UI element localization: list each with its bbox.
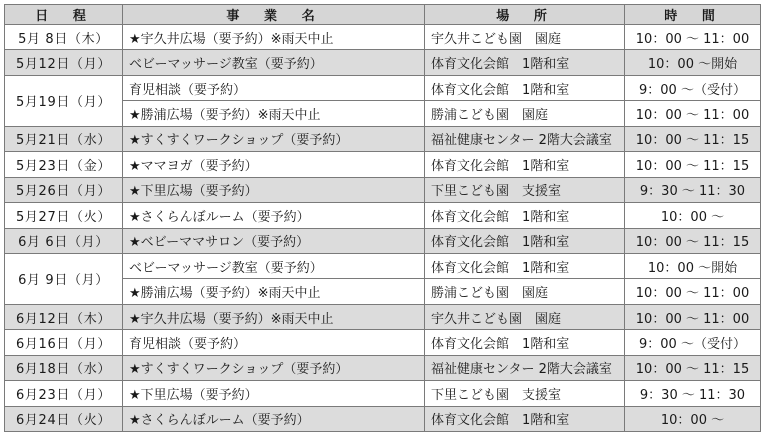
row-event: ★宇久井広場（要予約）※雨天中止 xyxy=(123,304,425,329)
row-place: 下里こども園 支援室 xyxy=(425,381,625,406)
row-time: 10：00 ～ 11：15 xyxy=(625,228,761,253)
row-event: ★勝浦広場（要予約）※雨天中止 xyxy=(123,279,425,304)
row-time: 10：00 ～ 11：00 xyxy=(625,101,761,126)
row-date: 6月18日（水） xyxy=(5,355,123,380)
row-place: 勝浦こども園 園庭 xyxy=(425,279,625,304)
row-time: 10：00 ～ 11：00 xyxy=(625,304,761,329)
row-date: 6月 6日（月） xyxy=(5,228,123,253)
row-time: 10：00 ～ xyxy=(625,406,761,431)
row-time: 10：00 ～ 11：15 xyxy=(625,152,761,177)
header-date: 日 程 xyxy=(5,5,123,25)
row-date: 6月12日（木） xyxy=(5,304,123,329)
row-place: 体育文化会館 1階和室 xyxy=(425,50,625,75)
row-time: 10：00 ～開始 xyxy=(625,50,761,75)
row-place: 福祉健康センター 2階大会議室 xyxy=(425,355,625,380)
table-row xyxy=(5,152,761,177)
row-event: ★すくすくワークショップ（要予約） xyxy=(123,126,425,151)
header-event-name: 事 業 名 xyxy=(123,5,425,25)
row-event: ★勝浦広場（要予約）※雨天中止 xyxy=(123,101,425,126)
row-time: 10：00 ～ 11：15 xyxy=(625,126,761,151)
table-row xyxy=(5,330,761,355)
row-date: 5月19日（月） xyxy=(5,75,123,126)
table-row xyxy=(5,177,761,202)
row-event: ★下里広場（要予約） xyxy=(123,177,425,202)
table-row xyxy=(5,75,761,100)
table-header-row xyxy=(5,5,761,25)
row-date: 6月23日（月） xyxy=(5,381,123,406)
row-date: 5月23日（金） xyxy=(5,152,123,177)
row-place: 体育文化会館 1階和室 xyxy=(425,75,625,100)
header-place: 場 所 xyxy=(425,5,625,25)
row-event: ★宇久井広場（要予約）※雨天中止 xyxy=(123,25,425,50)
table-row xyxy=(5,253,761,278)
row-event: ★下里広場（要予約） xyxy=(123,381,425,406)
table-row xyxy=(5,228,761,253)
row-time: 10：00 ～ 11：00 xyxy=(625,25,761,50)
row-time: 10：00 ～開始 xyxy=(625,253,761,278)
row-place: 勝浦こども園 園庭 xyxy=(425,101,625,126)
row-date: 6月24日（火） xyxy=(5,406,123,431)
row-event: 育児相談（要予約） xyxy=(123,75,425,100)
row-event: ★ベビーママサロン（要予約） xyxy=(123,228,425,253)
row-event: ★さくらんぼルーム（要予約） xyxy=(123,406,425,431)
row-place: 下里こども園 支援室 xyxy=(425,177,625,202)
row-date: 5月12日（月） xyxy=(5,50,123,75)
row-place: 体育文化会館 1階和室 xyxy=(425,253,625,278)
schedule-table xyxy=(4,4,761,432)
row-date: 5月27日（火） xyxy=(5,203,123,228)
row-place: 体育文化会館 1階和室 xyxy=(425,406,625,431)
row-event: ★ママヨガ（要予約） xyxy=(123,152,425,177)
row-time: 9：00 ～（受付） xyxy=(625,330,761,355)
row-place: 体育文化会館 1階和室 xyxy=(425,228,625,253)
table-row xyxy=(5,50,761,75)
table-row xyxy=(5,406,761,431)
row-event: ベビーマッサージ教室（要予約） xyxy=(123,253,425,278)
row-place: 宇久井こども園 園庭 xyxy=(425,304,625,329)
row-event: ★さくらんぼルーム（要予約） xyxy=(123,203,425,228)
row-time: 9：30 ～ 11：30 xyxy=(625,381,761,406)
table-row xyxy=(5,304,761,329)
row-event: 育児相談（要予約） xyxy=(123,330,425,355)
table-row xyxy=(5,25,761,50)
row-place: 体育文化会館 1階和室 xyxy=(425,330,625,355)
row-date: 5月21日（水） xyxy=(5,126,123,151)
row-time: 10：00 ～ 11：15 xyxy=(625,355,761,380)
row-time: 9：00 ～（受付） xyxy=(625,75,761,100)
row-time: 10：00 ～ xyxy=(625,203,761,228)
row-place: 福祉健康センター 2階大会議室 xyxy=(425,126,625,151)
row-time: 9：30 ～ 11：30 xyxy=(625,177,761,202)
header-time: 時 間 xyxy=(625,5,761,25)
table-row xyxy=(5,381,761,406)
table-row xyxy=(5,126,761,151)
table-row xyxy=(5,203,761,228)
row-place: 宇久井こども園 園庭 xyxy=(425,25,625,50)
row-event: ベビーマッサージ教室（要予約） xyxy=(123,50,425,75)
row-date: 5月 8日（木） xyxy=(5,25,123,50)
row-place: 体育文化会館 1階和室 xyxy=(425,203,625,228)
row-date: 5月26日（月） xyxy=(5,177,123,202)
row-date: 6月16日（月） xyxy=(5,330,123,355)
row-date: 6月 9日（月） xyxy=(5,253,123,304)
row-event: ★すくすくワークショップ（要予約） xyxy=(123,355,425,380)
table-row xyxy=(5,355,761,380)
row-time: 10：00 ～ 11：00 xyxy=(625,279,761,304)
row-place: 体育文化会館 1階和室 xyxy=(425,152,625,177)
